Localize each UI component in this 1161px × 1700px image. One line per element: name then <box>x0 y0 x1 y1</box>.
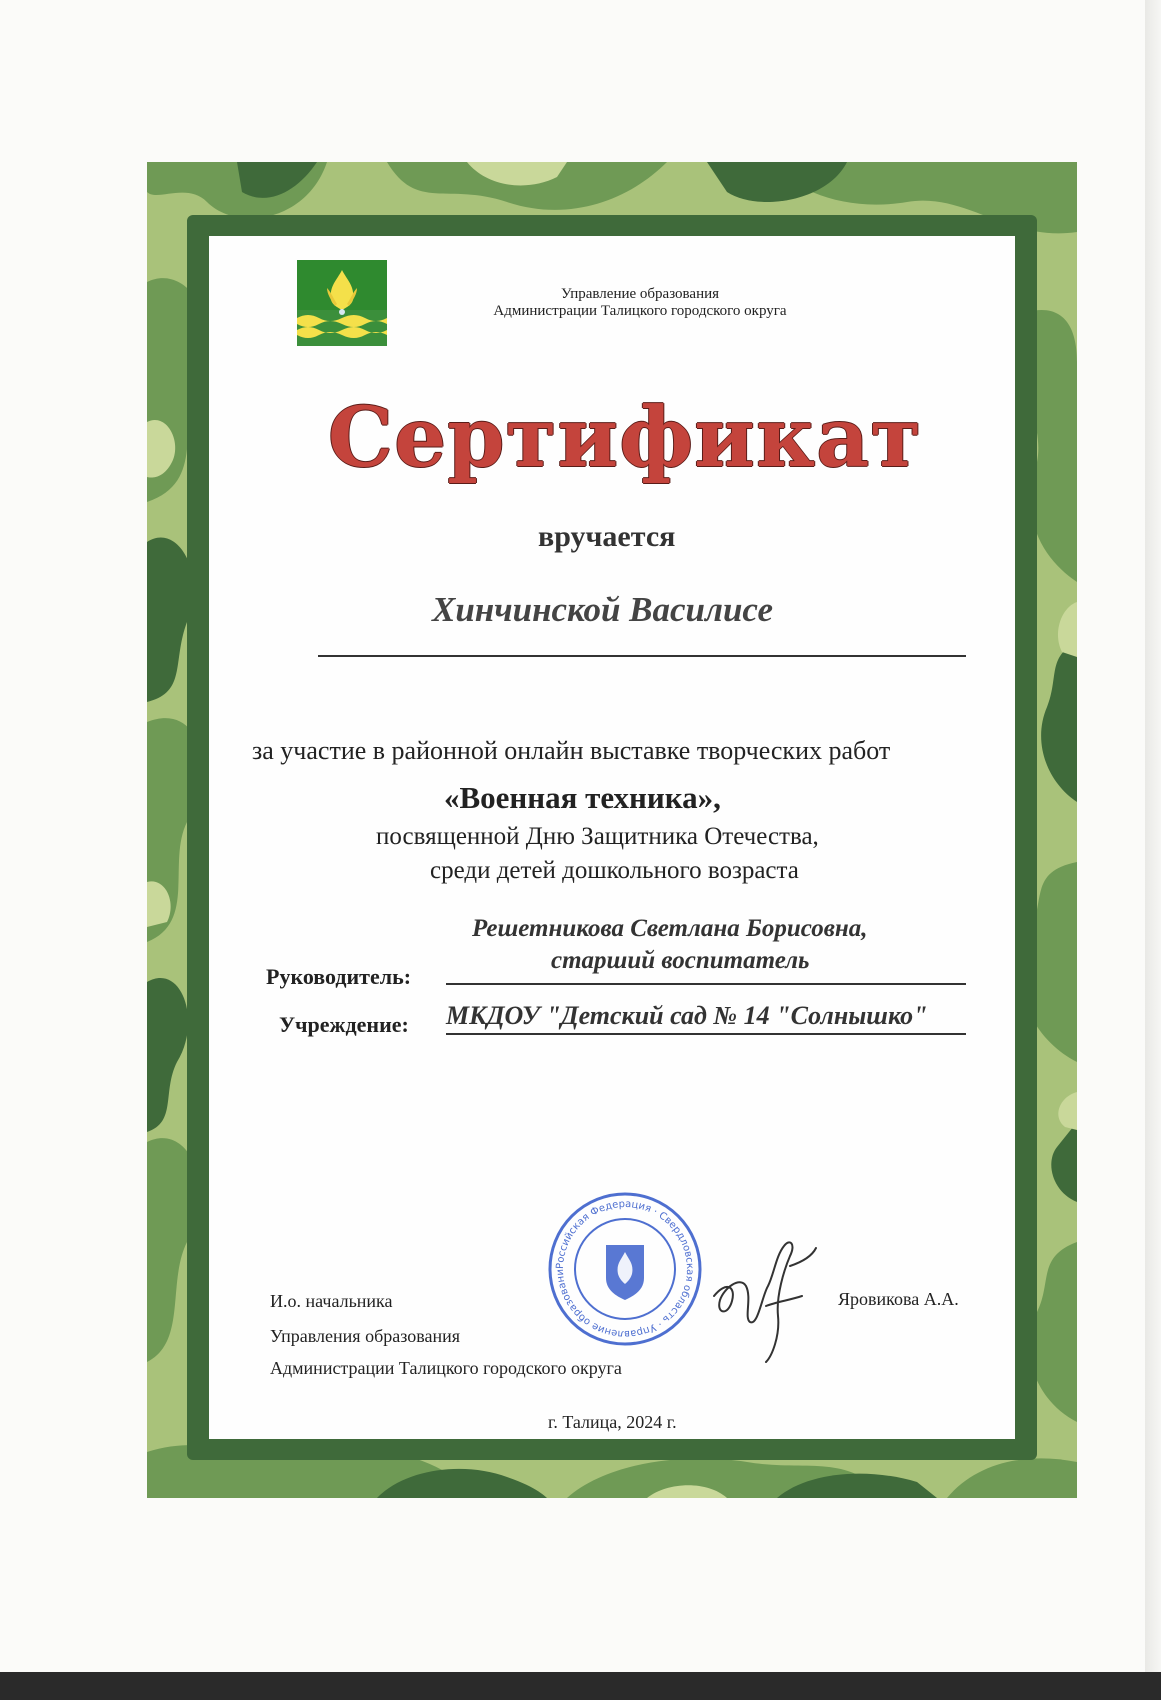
stamp-ring-text: Российская Федерация · Свердловская область · Управление образовани <box>554 1198 696 1340</box>
institution-label: Учреждение: <box>279 1012 409 1037</box>
description-line3: посвященной Дню Защитника Отечества, <box>376 823 819 850</box>
description-line1: за участие в районной онлайн выставке творческих работ <box>252 736 891 765</box>
organization-header <box>440 286 840 320</box>
description-line4: среди детей дошкольного возраста <box>430 857 799 884</box>
scan-edge <box>1145 0 1161 1700</box>
leader-underline <box>446 983 966 985</box>
institution-underline <box>446 1033 966 1035</box>
exhibition-title: «Военная техника», <box>444 780 721 815</box>
org-header-line2: Администрации Талицкого городского округа <box>493 303 787 319</box>
signatory-name: Яровикова А.А. <box>838 1289 959 1309</box>
leader-label: Руководитель: <box>266 964 412 989</box>
certificate-title: Сертификат <box>327 390 923 486</box>
awarded-text: вручается <box>538 520 676 553</box>
org-header-line1: Управление образования <box>560 286 720 302</box>
scan-bottom-strip <box>0 1672 1161 1700</box>
handwritten-signature <box>706 1226 821 1366</box>
place-and-date: г. Талица, 2024 г. <box>548 1412 677 1432</box>
official-stamp <box>546 1190 704 1348</box>
signatory-title-line3: Администрации Талицкого городского округа <box>270 1358 622 1378</box>
recipient-name: Хинчинской Василисе <box>432 590 774 629</box>
signatory-title-line1: И.о. начальника <box>270 1291 393 1311</box>
recipient-underline <box>318 655 966 657</box>
leader-position: старший воспитатель <box>551 947 810 974</box>
signatory-title-line2: Управления образования <box>270 1326 461 1346</box>
leader-name: Решетникова Светлана Борисовна, <box>472 915 868 942</box>
institution-value: МКДОУ "Детский сад № 14 "Солнышко" <box>446 1001 928 1030</box>
coat-of-arms-emblem <box>297 260 387 346</box>
